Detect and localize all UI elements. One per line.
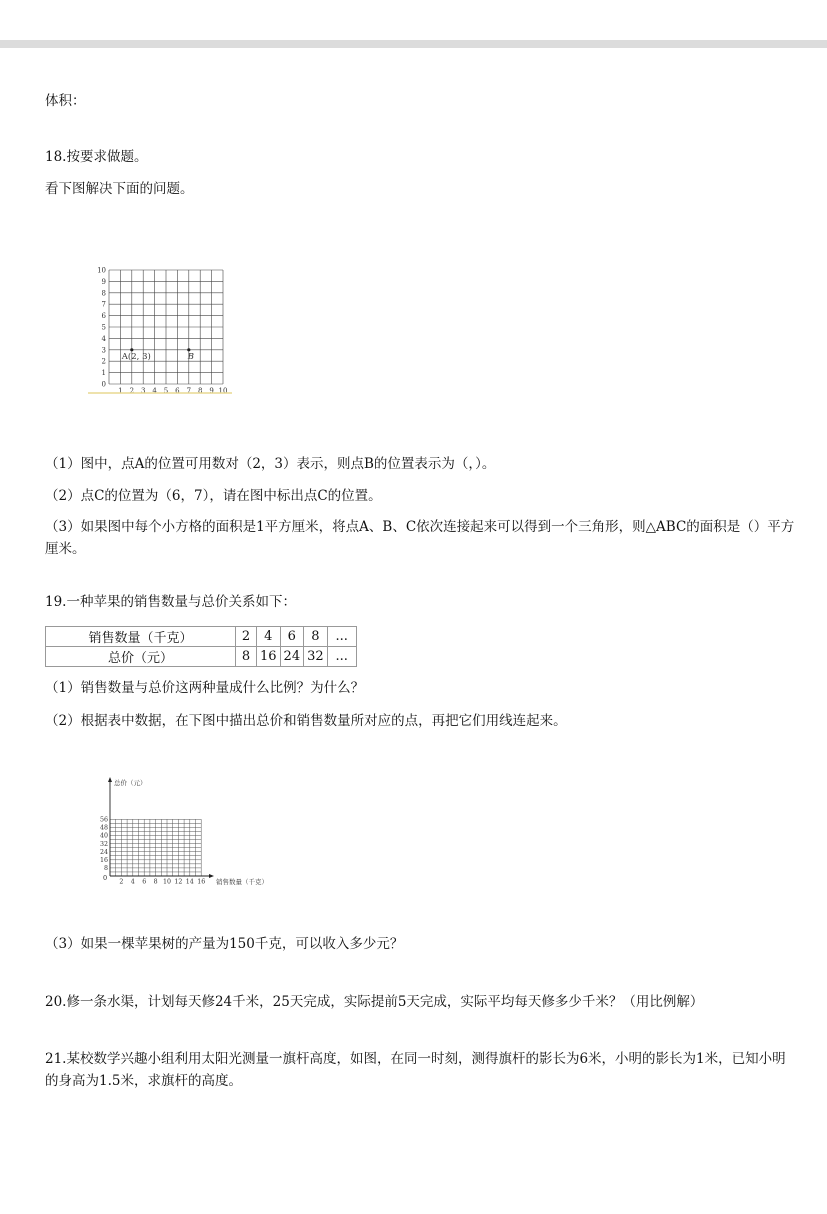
x-tick-label: 1 (118, 387, 123, 395)
y-tick-label: 10 (97, 266, 106, 275)
y-tick-label: 6 (101, 312, 106, 321)
q19-part2: （2）根据表中数据，在下图中描出总价和销售数量所对应的点，再把它们用线连起来。 (45, 713, 567, 729)
q18-title: 18.按要求做题。 (45, 149, 148, 165)
table-cell: 2 (236, 627, 257, 647)
q19-part3: （3）如果一棵苹果树的产量为150千克，可以收入多少元？ (45, 936, 404, 952)
x-tick-label: 8 (153, 878, 158, 886)
y-tick-label: 56 (99, 816, 108, 824)
x-tick-label: 7 (186, 387, 192, 395)
table-cell: 16 (257, 647, 281, 667)
grid-lines (109, 270, 223, 384)
y-tick-label: 5 (101, 323, 106, 332)
y-tick-label: 48 (99, 824, 108, 832)
y-tick-label: 32 (99, 840, 108, 848)
x-tick-label: 3 (140, 387, 146, 395)
point-b-label: B (187, 351, 195, 362)
y-axis-label: 总价（元） (114, 779, 147, 787)
y-tick-label: 9 (101, 277, 106, 286)
y-tick-label: 8 (101, 289, 106, 298)
x-tick-label: 10 (218, 387, 228, 395)
x-tick-label: 5 (163, 387, 169, 395)
y-tick-label: 3 (101, 346, 106, 355)
table-cell: 24 (280, 647, 304, 667)
q18-part2: （2）点C的位置为（6，7），请在图中标出点C的位置。 (45, 488, 382, 504)
x-tick-label: 2 (119, 878, 124, 886)
q19-part1: （1）销售数量与总价这两种量成什么比例？为什么？ (45, 680, 365, 696)
q20-text: 20.修一条水渠，计划每天修24千米，25天完成，实际提前5天完成，实际平均每天修多少千米？（用比例解） (45, 994, 704, 1010)
y-tick-label: 24 (99, 848, 108, 856)
x-tick-label: 12 (174, 878, 183, 886)
grid-labels (97, 267, 227, 396)
x-tick-label: 4 (130, 878, 135, 886)
x-axis-label: 销售数量（千克） (216, 878, 268, 886)
table-header-price: 总价（元） (46, 647, 236, 667)
table-row (46, 647, 357, 667)
x-tick-label: 10 (162, 878, 172, 886)
q18-intro: 看下图解决下面的问题。 (45, 181, 194, 197)
x-tick-label: 16 (197, 878, 206, 886)
x-tick-label: 6 (142, 878, 147, 886)
table-cell: ... (327, 647, 356, 667)
table-cell: 8 (236, 647, 257, 667)
q21-text: 21.某校数学兴趣小组利用太阳光测量一旗杆高度，如图，在同一时刻，测得旗杆的影长为6米，小明的影长为1米，已知小明的身高为1.5米，求旗杆的高度。 (45, 1051, 786, 1089)
y-axis-arrow (108, 777, 112, 782)
y-tick-label: 8 (103, 865, 108, 873)
table-row (46, 627, 357, 647)
x-tick-label: 2 (129, 387, 135, 395)
x-axis-arrow (209, 874, 214, 878)
x-tick-label: 6 (175, 387, 180, 395)
price-quantity-grid-figure (92, 774, 282, 890)
coordinate-grid-figure (88, 262, 238, 398)
top-bar (0, 0, 827, 48)
q19-title: 19.一种苹果的销售数量与总价关系如下： (45, 594, 296, 610)
y-tick-label: 7 (101, 300, 106, 309)
table-cell: 4 (257, 627, 281, 647)
q18-part3: （3）如果图中每个小方格的面积是1平方厘米，将点A、B、C依次连接起来可以得到一个三角形，则△ABC的面积是（）平方厘米。 (45, 519, 795, 557)
point-a-label: A(2, 3) (121, 351, 151, 362)
y-tick-label: 0 (101, 380, 106, 389)
volume-label: 体积： (45, 93, 86, 109)
grid-lines (108, 777, 214, 878)
table-header-quantity: 销售数量（千克） (46, 627, 236, 647)
table-cell: 8 (304, 627, 328, 647)
x-tick-label: 14 (185, 878, 194, 886)
table-cell: 6 (280, 627, 304, 647)
top-band (0, 40, 827, 48)
table-cell: ... (327, 627, 356, 647)
table-cell: 32 (304, 647, 328, 667)
y-tick-label: 16 (99, 857, 108, 864)
y-tick-label: 2 (101, 357, 106, 366)
q18-part1: （1）图中，点A的位置可用数对（2，3）表示，则点B的位置表示为（，）。 (45, 456, 496, 472)
y-tick-label: 1 (101, 369, 106, 378)
y-tick-label: 40 (99, 832, 108, 840)
x-tick-label: 9 (209, 387, 214, 395)
sales-table (45, 626, 357, 667)
x-tick-label: 4 (152, 387, 157, 395)
x-tick-label: 8 (197, 387, 203, 395)
origin-label: 0 (103, 874, 108, 882)
y-tick-label: 4 (101, 334, 106, 343)
